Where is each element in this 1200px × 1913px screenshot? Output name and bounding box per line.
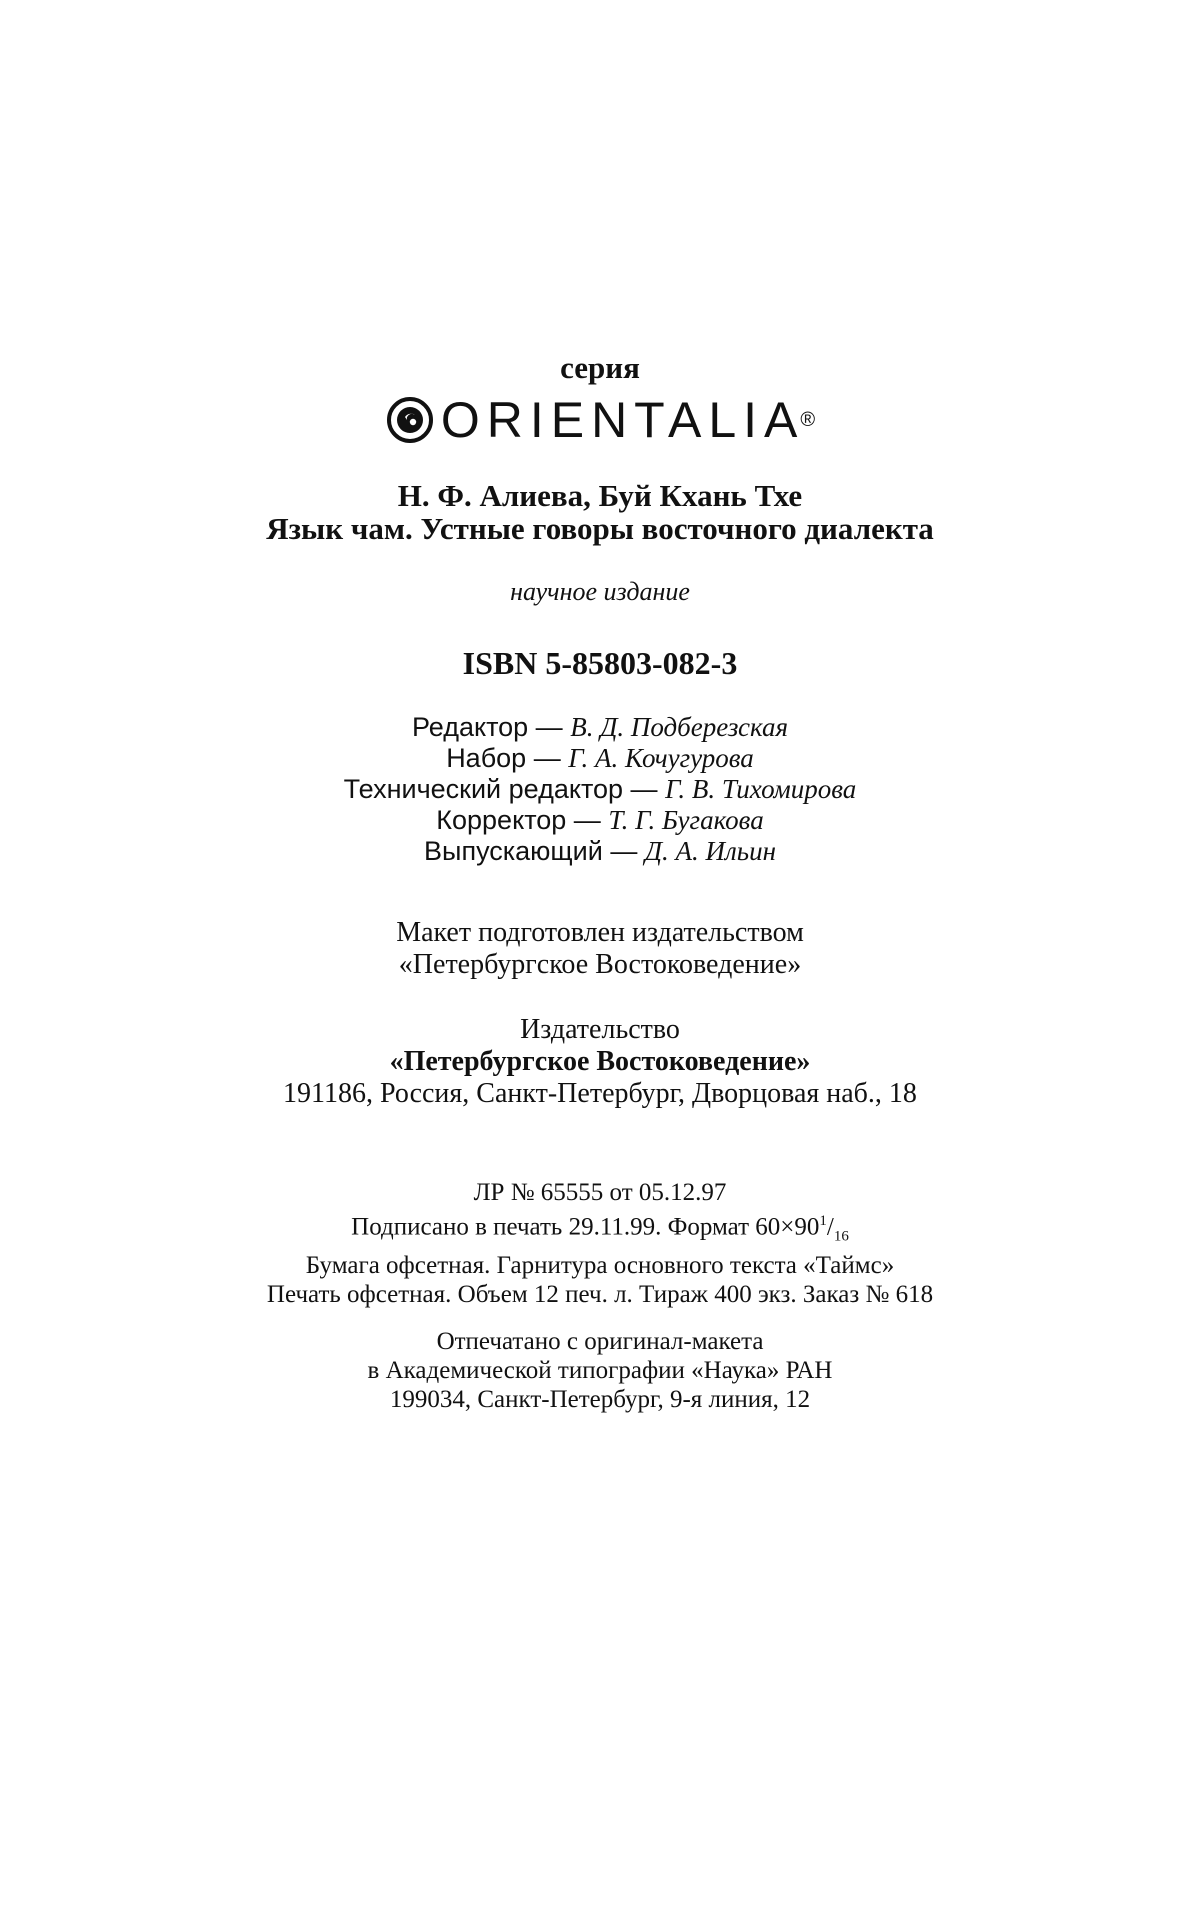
publisher-name: «Петербургское Востоковедение»	[389, 1046, 811, 1077]
credit-name: В. Д. Подберезская	[570, 712, 789, 742]
layout-note-line: Макет подготовлен издательством	[396, 917, 804, 948]
signed-text: Подписано в печать 29.11.99. Формат 60×90	[351, 1213, 820, 1241]
credit-role: Редактор —	[411, 712, 563, 742]
printer-line: Отпечатано с оригинал-макета	[436, 1328, 764, 1355]
credit-row	[0, 774, 1200, 805]
credit-name: Г. А. Кочугурова	[568, 743, 754, 773]
credit-name: Д. А. Ильин	[644, 836, 776, 866]
printer-line: в Академической типографии «Наука» РАН	[367, 1357, 833, 1384]
publisher-address: 191186, Россия, Санкт-Петербург, Дворцовая наб., 18	[283, 1078, 917, 1109]
format-numerator: 1	[819, 1213, 827, 1229]
edition-type: научное издание	[510, 577, 690, 606]
book-authors: Н. Ф. Алиева, Буй Кхань Тхе	[397, 478, 803, 513]
credit-name: Т. Г. Бугакова	[608, 805, 764, 835]
credit-role: Выпускающий —	[424, 836, 638, 866]
credit-row	[0, 836, 1200, 867]
credit-role: Набор —	[446, 743, 561, 773]
series-logo-text: ORIENTALIA	[440, 392, 805, 448]
printer-line: 199034, Санкт-Петербург, 9-я линия, 12	[389, 1386, 811, 1413]
printer-info	[0, 1327, 1200, 1414]
format-denominator: 16	[833, 1228, 849, 1245]
layout-note-line: «Петербургское Востоковедение»	[398, 949, 802, 980]
publisher-label: Издательство	[520, 1014, 680, 1045]
format-slash: /	[826, 1213, 834, 1241]
registered-mark: ®	[800, 408, 816, 431]
series-label: серия	[560, 350, 640, 385]
book-title: Язык чам. Устные говоры восточного диалекта	[266, 511, 934, 546]
print-line: Печать офсетная. Объем 12 печ. л. Тираж 400 экз. Заказ № 618	[266, 1281, 934, 1309]
credit-role: Корректор —	[436, 805, 601, 835]
license-line: ЛР № 65555 от 05.12.97	[473, 1179, 727, 1206]
layout-note	[0, 917, 1200, 981]
publisher-info	[0, 1014, 1200, 1110]
credit-name: Г. В. Тихомирова	[665, 774, 857, 804]
credit-role: Технический редактор —	[343, 774, 658, 804]
signed-line	[0, 1207, 1200, 1251]
print-info	[0, 1178, 1200, 1309]
eye-circle-icon	[385, 395, 435, 445]
credits-list	[0, 712, 1200, 867]
credit-row	[0, 805, 1200, 836]
credit-row	[0, 712, 1200, 743]
paper-line: Бумага офсетная. Гарнитура основного текста «Таймс»	[305, 1252, 895, 1280]
series-logo	[0, 390, 1200, 450]
credit-row	[0, 743, 1200, 774]
isbn: ISBN 5-85803-082-3	[462, 645, 738, 681]
